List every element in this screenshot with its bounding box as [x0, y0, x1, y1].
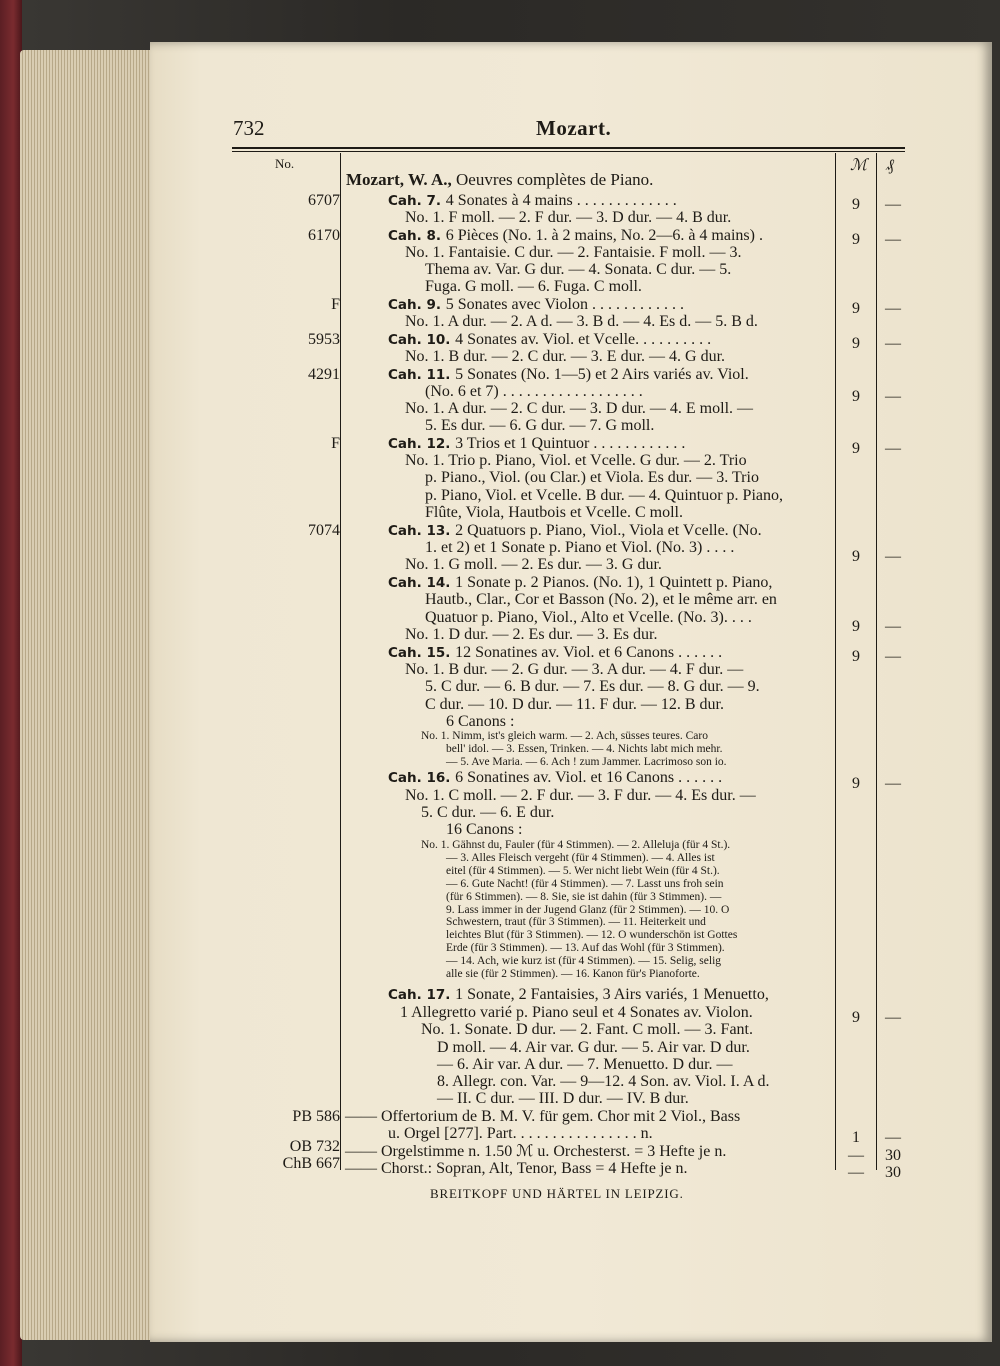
entry-text: No. 1. A dur. — 2. C dur. — 3. D dur. — 4. E moll. — [405, 400, 754, 417]
price-pf: — [885, 300, 901, 317]
catalog-line [425, 609, 752, 627]
catalog-line [388, 986, 769, 1004]
column-rule-mark [835, 153, 836, 1170]
canon-title-line: Schwestern, traut (für 3 Stimmen). — 11. Heiterkeit und [446, 916, 706, 929]
price-mark: 9 [852, 196, 860, 213]
price-pf: 30 [885, 1147, 901, 1164]
catalog-line [388, 769, 722, 787]
entry-text: Fuga. G moll. — 6. Fuga. C moll. [425, 278, 642, 295]
canon-title-line: No. 1. Gähnst du, Fauler (für 4 Stimmen). — 2. Alleluja (für 4 St.). [421, 839, 731, 851]
catalog-line [421, 804, 554, 822]
cahier-label: Cah. 11. [388, 367, 456, 383]
column-rule-pf [876, 153, 877, 1170]
entry-text: D moll. — 4. Air var. G dur. — 5. Air var. D dur. [437, 1039, 750, 1056]
running-head: Mozart. [536, 116, 612, 140]
book-spine [0, 0, 22, 1366]
catalog-line [405, 209, 731, 227]
catalog-line [405, 661, 743, 679]
catalog-line [425, 678, 760, 696]
catalog-line [388, 574, 772, 592]
page-edges [20, 50, 155, 1340]
canon-title-line: Erde (für 3 Stimmen). — 13. Auf das Wohl (für 3 Stimmen). [446, 942, 725, 955]
entry-text: — II. C dur. — III. D dur. — IV. B dur. [437, 1090, 689, 1107]
catalog-line [425, 696, 724, 714]
entry-text: Hautb., Clar., Cor et Basson (No. 2), et le même arr. en [425, 591, 777, 608]
canon-title-line: No. 1. Nimm, ist's gleich warm. — 2. Ach, süsses teures. Caro [421, 730, 708, 742]
price-mark: 9 [852, 548, 860, 565]
price-pf: — [885, 196, 901, 213]
canon-title-line: bell' idol. — 3. Essen, Trinken. — 4. Nichts labt mich mehr. [446, 743, 723, 755]
entry-text: 5. Es dur. — 6. G dur. — 7. G moll. [425, 417, 655, 434]
catalog-line [388, 227, 763, 245]
catalog-line [388, 331, 711, 349]
catalog-line [446, 713, 514, 731]
entry-text: 12 Sonatines av. Viol. et 6 Canons . . . . . . [455, 644, 723, 661]
canon-title-line: — 6. Gute Nacht! (für 4 Stimmen). — 7. Lasst uns froh sein [446, 877, 724, 890]
catalog-line [405, 244, 741, 262]
price-mark: 9 [852, 440, 860, 457]
entry-text: No. 1. F moll. — 2. F dur. — 3. D dur. — 4. B dur. [405, 209, 732, 226]
price-pf: — [885, 335, 901, 352]
catalog-line [437, 1073, 770, 1091]
entry-text: 5. C dur. — 6. E dur. [421, 804, 555, 821]
catalog-number: 7074 [308, 522, 340, 539]
cahier-label: Cah. 16. [388, 770, 456, 786]
entry-text: No. 1. D dur. — 2. Es dur. — 3. Es dur. [405, 626, 658, 643]
catalog-line [425, 261, 731, 279]
catalog-line [388, 522, 762, 540]
cahier-label: Cah. 14. [388, 575, 456, 591]
catalog-line [405, 556, 662, 574]
catalog-line [405, 626, 657, 644]
catalog-line [437, 1090, 689, 1108]
catalog-line [425, 504, 683, 522]
catalog-number: 6170 [308, 227, 340, 244]
catalog-line [405, 313, 758, 331]
price-pf: — [885, 648, 901, 665]
offertorium-line: —— Offertorium de B. M. V. für gem. Chor mit 2 Viol., Bass [345, 1108, 741, 1125]
entry-text: 8. Allegr. con. Var. — 9—12. 4 Son. av. Viol. I. A d. [437, 1073, 770, 1090]
cahier-label: Cah. 12. [388, 436, 456, 452]
catalog-line [405, 348, 725, 366]
catalog-line [388, 192, 677, 210]
entry-text: C dur. — 10. D dur. — 11. F dur. — 12. B dur. [425, 696, 724, 713]
price-pf: — [885, 1129, 901, 1146]
mark-column-header: ℳ [850, 157, 868, 174]
price-mark: 9 [852, 648, 860, 665]
entry-text: 5. C dur. — 6. B dur. — 7. Es dur. — 8. G dur. — 9. [425, 678, 760, 695]
entry-text: No. 1. B dur. — 2. G dur. — 3. A dur. — 4. F dur. — [405, 661, 744, 678]
catalog-line [446, 821, 522, 839]
entry-text: 6 Sonatines av. Viol. et 16 Canons . . . . . . [455, 769, 723, 786]
price-pf: — [885, 440, 901, 457]
entry-text: No. 1. A dur. — 2. A d. — 3. B d. — 4. Es d. — 5. B d. [405, 313, 758, 330]
price-pf: — [885, 618, 901, 635]
price-pf: — [885, 231, 901, 248]
catalog-line [425, 591, 777, 609]
catalog-line [437, 1039, 750, 1057]
canon-title-line: — 14. Ach, wie kurz ist (für 4 Stimmen). — 15. Selig, selig [446, 955, 722, 968]
price-pf: — [885, 1009, 901, 1026]
entry-text: 5 Sonates (No. 1—5) et 2 Airs variés av. Viol. [455, 366, 749, 383]
price-mark: 9 [852, 300, 860, 317]
catalog-line [405, 400, 753, 418]
catalog-line [421, 1021, 753, 1039]
catalog-line [425, 539, 734, 557]
cahier-label: Cah. 7. [388, 193, 446, 209]
composer-name: Mozart, W. A., [346, 170, 452, 189]
price-mark: 9 [852, 231, 860, 248]
entry-text: p. Piano., Viol. (ou Clar.) et Viola. Es dur. — 3. Trio [425, 469, 759, 486]
entry-title [346, 171, 653, 189]
entry-text: No. 1. Trio p. Piano, Viol. et Vcelle. G dur. — 2. Trio [405, 452, 747, 469]
canon-title-line: 9. Lass immer in der Jugend Glanz (für 2 Stimmen). — 10. O [446, 903, 730, 916]
entry-text: Flûte, Viola, Hautbois et Vcelle. C moll. [425, 504, 683, 521]
cahier-label: Cah. 9. [388, 297, 446, 313]
catalog-line [425, 417, 654, 435]
entry-text: 1. et 2) et 1 Sonate p. Piano et Viol. (No. 3) . . . . [425, 539, 735, 556]
entry-text: No. 1. C moll. — 2. F dur. — 3. F dur. — 4. Es dur. — [405, 787, 756, 804]
entry-text: (No. 6 et 7) . . . . . . . . . . . . . . . . . . [425, 383, 643, 400]
cahier-label: Cah. 17. [388, 987, 456, 1003]
header-rule-thin [232, 151, 905, 152]
price-mark: 9 [852, 618, 860, 635]
price-pf: — [885, 548, 901, 565]
catalog-number: OB 732 [289, 1138, 340, 1155]
catalog-number: 5953 [308, 331, 340, 348]
price-pf: — [885, 388, 901, 405]
price-mark: 9 [852, 1009, 860, 1026]
entry-text: 5 Sonates avec Violon . . . . . . . . . . . . [445, 296, 684, 313]
catalog-line [425, 487, 783, 505]
catalog-line [388, 644, 722, 662]
no-column-header: No. [275, 156, 295, 171]
canon-title-line: (für 6 Stimmen). — 8. Sie, sie ist dahin (für 3 Stimmen). — [446, 890, 722, 903]
price-mark: — [848, 1147, 864, 1164]
entry-text: 1 Sonate, 2 Fantaisies, 3 Airs variés, 1 Menuetto, [455, 986, 769, 1003]
catalog-line [405, 452, 747, 470]
entry-text: 6 Pièces (No. 1. à 2 mains, No. 2—6. à 4 mains) . [445, 227, 763, 244]
catalog-number: F [331, 296, 340, 313]
price-mark: 9 [852, 335, 860, 352]
entry-text: p. Piano, Viol. et Vcelle. B dur. — 4. Quintuor p. Piano, [425, 487, 783, 504]
catalog-number: ChB 667 [282, 1155, 340, 1172]
catalog-line [425, 469, 759, 487]
catalog-line [388, 435, 685, 453]
cahier-label: Cah. 13. [388, 523, 456, 539]
catalog-line [425, 383, 643, 401]
page-number: 732 [233, 116, 265, 140]
entry-text: 4 Sonates à 4 mains . . . . . . . . . . . . . [445, 192, 677, 209]
offertorium-line: —— Chorst.: Sopran, Alt, Tenor, Bass = 4 Hefte je n. [345, 1160, 688, 1177]
canon-title-line: eitel (für 4 Stimmen). — 5. Wer nicht liebt Wein (für 4 St.). [446, 864, 720, 877]
entry-text: 3 Trios et 1 Quintuor . . . . . . . . . . . . [455, 435, 686, 452]
entry-text: No. 1. B dur. — 2. C dur. — 3. E dur. — 4. G dur. [405, 348, 726, 365]
catalog-line [437, 1056, 733, 1074]
price-pf: — [885, 775, 901, 792]
header-rule [232, 147, 905, 149]
entry-text: No. 1. Fantaisie. C dur. — 2. Fantaisie. F moll. — 3. [405, 244, 742, 261]
publisher-footer: BREITKOPF UND HÄRTEL IN LEIPZIG. [430, 1186, 684, 1201]
price-pf: 30 [885, 1164, 901, 1181]
price-mark: 9 [852, 388, 860, 405]
entry-text: No. 1. G moll. — 2. Es dur. — 3. G dur. [405, 556, 662, 573]
entry-text: Thema av. Var. G dur. — 4. Sonata. C dur. — 5. [425, 261, 732, 278]
catalog-line [405, 787, 756, 805]
canon-title-line: leichtes Blut (für 3 Stimmen). — 12. O wunderschön ist Gottes [446, 929, 738, 942]
entry-text: — 6. Air var. A dur. — 7. Menuetto. D dur. — [437, 1056, 733, 1073]
cahier-label: Cah. 10. [388, 332, 456, 348]
entry-text: 16 Canons : [446, 821, 523, 838]
catalog-line [388, 366, 749, 384]
entry-text: No. 1. Sonate. D dur. — 2. Fant. C moll. — 3. Fant. [421, 1021, 753, 1038]
price-mark: — [848, 1164, 864, 1181]
catalog-number: 4291 [308, 366, 340, 383]
pf-column-header: ₰ [886, 157, 894, 174]
canon-title-line: alle sie (für 2 Stimmen). — 16. Kanon für's Pianoforte. [446, 968, 700, 980]
work-title: Oeuvres complètes de Piano. [456, 170, 654, 189]
entry-text: 1 Sonate p. 2 Pianos. (No. 1), 1 Quintett p. Piano, [455, 574, 773, 591]
entry-text: 1 Allegretto varié p. Piano seul et 4 Sonates av. Violon. [400, 1004, 753, 1021]
catalog-number: PB 586 [292, 1108, 340, 1125]
column-rule-left [340, 153, 341, 1170]
catalog-line [400, 1004, 753, 1022]
price-mark: 9 [852, 775, 860, 792]
entry-text: 2 Quatuors p. Piano, Viol., Viola et Vcelle. (No. [455, 522, 762, 539]
catalog-number: 6707 [308, 192, 340, 209]
canon-title-line: — 3. Alles Fleisch vergeht (für 4 Stimmen). — 4. Alles ist [446, 851, 715, 864]
entry-text: 6 Canons : [446, 713, 515, 730]
catalog-line [425, 278, 642, 296]
cahier-label: Cah. 15. [388, 645, 456, 661]
offertorium-line: —— Orgelstimme n. 1.50 ℳ u. Orchesterst. = 3 Hefte je n. [345, 1143, 727, 1160]
catalog-line [388, 296, 684, 314]
catalog-number: F [331, 435, 340, 452]
cahier-label: Cah. 8. [388, 228, 446, 244]
entry-text: Quatuor p. Piano, Viol., Alto et Vcelle. (No. 3). . . . [425, 609, 752, 626]
canon-title-line: — 5. Ave Maria. — 6. Ach ! zum Jammer. Lacrimoso son io. [446, 756, 727, 768]
price-mark: 1 [852, 1129, 860, 1146]
offertorium-line: u. Orgel [277]. Part. . . . . . . . . . . . . . . . n. [388, 1125, 653, 1142]
entry-text: 4 Sonates av. Viol. et Vcelle. . . . . . . . . . [455, 331, 712, 348]
